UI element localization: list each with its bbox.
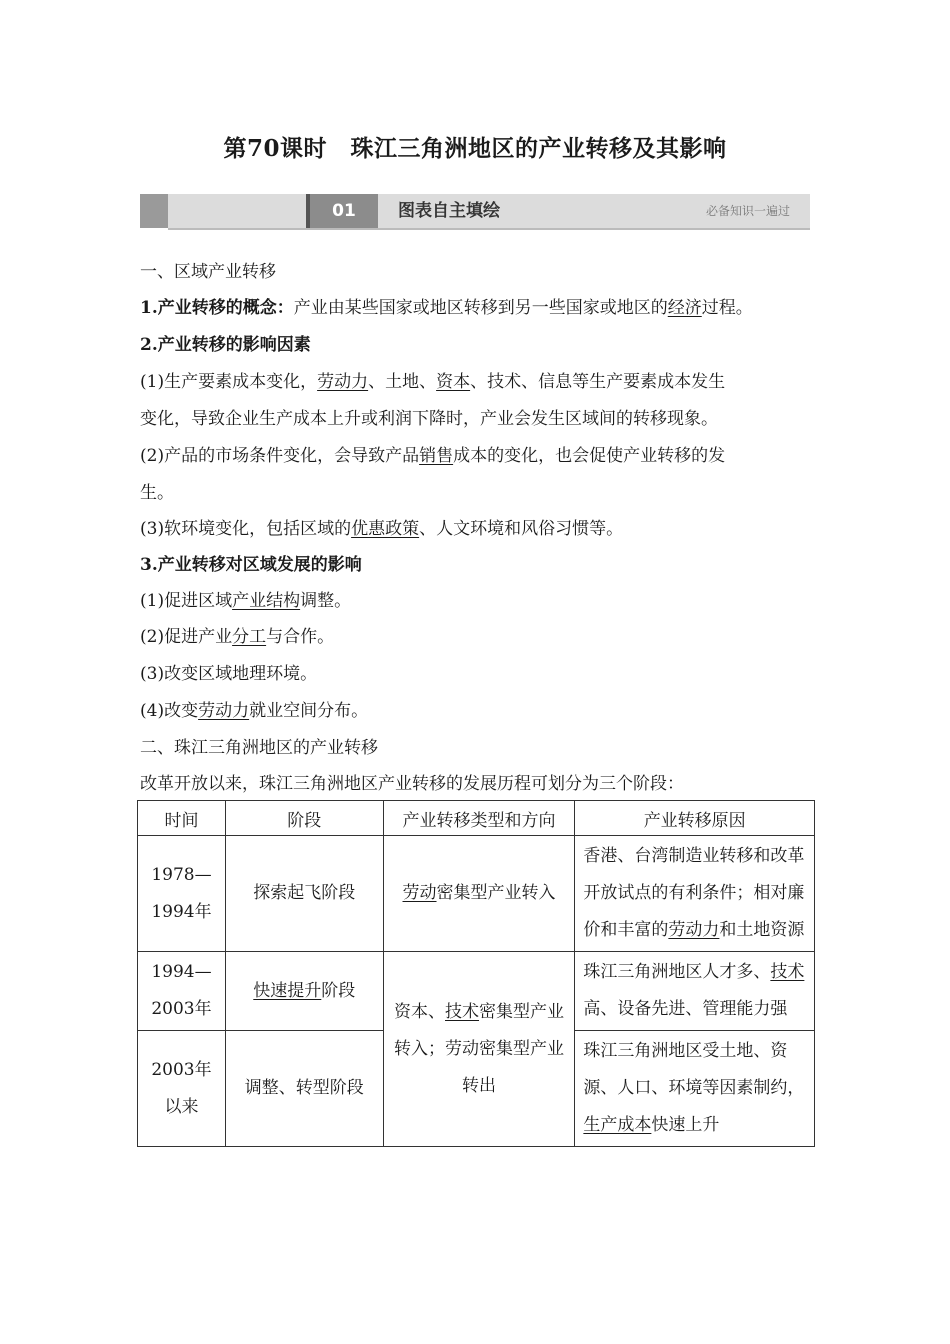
text: (1)促进区域 [140,591,233,611]
heading-prd-transfer: 二、珠江三角洲地区的产业转移 [140,738,378,758]
text: 高、设备先进、管理能力强 [583,999,788,1019]
text: 密集型产业转入；劳动密集型产业转出 [394,1001,565,1096]
cell-type [383,836,575,952]
blank-answer: 产业结构 [232,591,301,611]
text: (2)促进产业 [140,627,233,647]
text: (4)改变 [140,701,199,721]
banner-section-title: 图表自主填绘 [398,201,500,221]
paragraph-impact-4 [140,696,368,721]
blank-answer: 技术 [770,962,805,982]
cell-stage: 调整、转型阶段 [225,1031,383,1147]
paragraph-concept [140,293,753,318]
cell-reason [575,1031,815,1147]
text: (2)产品的市场条件变化，会导致产品 [140,446,420,466]
text: 、人文环境和风俗习惯等。 [419,519,624,539]
blank-answer: 劳动 [402,883,437,903]
cell-time: 1978—1994年 [138,836,226,952]
blank-answer: 劳动力 [317,372,369,392]
cell-stage [225,952,383,1031]
blank-answer: 技术 [445,1001,480,1022]
text: 就业空间分布。 [249,701,369,721]
header-type: 产业转移类型和方向 [383,801,575,836]
text: 调整。 [300,591,352,611]
concept-label: 1.产业转移的概念： [140,298,294,318]
stages-table [137,800,815,1147]
paragraph-impact-2 [140,622,334,647]
page-title: 第70课时 珠江三角洲地区的产业转移及其影响 [223,135,727,162]
text: (3)软环境变化，包括区域的 [140,519,352,539]
section-banner [140,194,810,228]
text: 快速上升 [651,1115,720,1135]
blank-answer: 经济 [667,298,702,318]
paragraph-factor-2-cont: 生。 [140,483,174,503]
paragraph-impact-3: (3)改变区域地理环境。 [140,664,318,684]
blank-answer: 劳动力 [668,920,720,940]
text: 密集型产业转入 [436,883,556,903]
paragraph-factor-2 [140,441,725,466]
cell-time: 1994—2003年 [138,952,226,1031]
cell-reason [575,952,815,1031]
heading-regional-transfer: 一、区域产业转移 [140,262,276,282]
table-row [138,836,815,952]
header-reason: 产业转移原因 [575,801,815,836]
header-stage: 阶段 [225,801,383,836]
text: 、技术、信息等生产要素成本发生 [470,372,726,392]
blank-answer: 资本 [436,372,471,392]
concept-text: 产业由某些国家或地区转移到另一些国家或地区的 [293,298,668,318]
text: 资本、 [394,1001,446,1022]
banner-underline [168,228,810,230]
paragraph-factor-3 [140,514,623,539]
paragraph-factor-1 [140,367,725,392]
banner-number: 01 [310,194,378,228]
text: 和土地资源 [719,920,805,940]
table-row [138,952,815,1031]
heading-factors: 2.产业转移的影响因素 [140,335,311,355]
concept-text-end: 过程。 [701,298,753,318]
blank-answer: 优惠政策 [351,519,420,539]
table-header-row [138,801,815,836]
header-time: 时间 [138,801,226,836]
banner-tag: 必备知识一遍过 [705,204,790,218]
text: 珠江三角洲地区受土地、资源、人口、环境等因素制约， [583,1041,805,1098]
cell-type-merged [383,952,575,1147]
cell-stage: 探索起飞阶段 [225,836,383,952]
blank-answer: 分工 [232,627,267,647]
blank-answer: 劳动力 [198,701,250,721]
paragraph-factor-1-cont: 变化，导致企业生产成本上升或利润下降时，产业会发生区域间的转移现象。 [140,409,718,429]
paragraph-impact-1 [140,586,351,611]
text: 阶段 [321,980,356,1001]
banner-lead-block [140,194,168,228]
blank-answer: 快速提升 [253,980,322,1001]
paragraph-stages-intro: 改革开放以来，珠江三角洲地区产业转移的发展历程可划分为三个阶段： [140,774,684,794]
text: 成本的变化，也会促使产业转移的发 [453,446,726,466]
text: 香港、台湾制造业转移和改革开放试点的有利条件；相对廉价和丰富的 [583,846,805,940]
text: (1)生产要素成本变化， [140,372,318,392]
cell-time: 2003年以来 [138,1031,226,1147]
text: 、土地、 [368,372,437,392]
text: 珠江三角洲地区人才多、 [583,962,771,982]
cell-reason [575,836,815,952]
heading-impacts: 3.产业转移对区域发展的影响 [140,555,362,575]
text: 与合作。 [266,627,335,647]
blank-answer: 生产成本 [583,1115,652,1135]
blank-answer: 销售 [419,446,454,466]
